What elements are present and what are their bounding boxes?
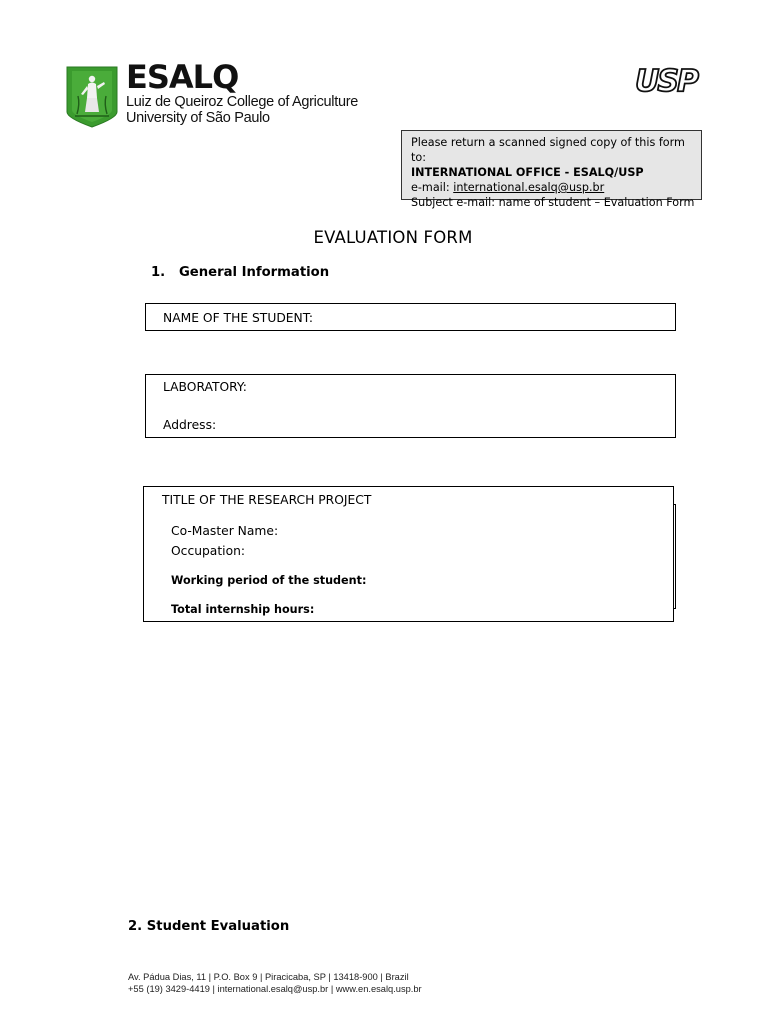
logo-acronym: ESALQ xyxy=(126,58,239,96)
form-title: EVALUATION FORM xyxy=(313,228,473,247)
occupation-label: Occupation: xyxy=(171,544,246,558)
return-instructions-line: Please return a scanned signed copy of this form to: xyxy=(411,136,685,164)
usp-logo-text: USP xyxy=(635,64,697,96)
email-subject-line: Subject e-mail: name of student – Evaluation Form xyxy=(411,196,695,209)
return-instructions-box xyxy=(401,130,702,209)
esalq-shield-logo xyxy=(66,66,118,128)
email-line xyxy=(411,180,701,195)
esalq-wordmark xyxy=(126,60,358,126)
footer-line-contact: +55 (19) 3429-4419 | international.esalq@usp.br | www.en.esalq.usp.br xyxy=(128,983,422,994)
footer-address xyxy=(128,972,422,995)
laboratory-label: LABORATORY: xyxy=(163,380,247,394)
email-label: e-mail: xyxy=(411,181,454,194)
student-name-label: NAME OF THE STUDENT: xyxy=(163,311,314,325)
logo-line-university: University of São Paulo xyxy=(126,110,270,126)
address-label: Address: xyxy=(163,418,217,432)
research-project-label: TITLE OF THE RESEARCH PROJECT xyxy=(162,493,372,507)
section-2-heading: 2. Student Evaluation xyxy=(128,919,290,934)
internship-hours-label: Total internship hours: xyxy=(171,603,315,616)
logo-line-college: Luiz de Queiroz College of Agriculture xyxy=(126,94,359,110)
section-1-title: General Information xyxy=(178,265,330,280)
section-1-heading xyxy=(151,265,329,280)
usp-logo xyxy=(628,64,704,96)
working-period-label: Working period of the student: xyxy=(171,574,367,587)
co-master-label: Co-Master Name: xyxy=(171,524,279,538)
email-link[interactable]: international.esalq@usp.br xyxy=(453,181,605,194)
footer-line-address: Av. Pádua Dias, 11 | P.O. Box 9 | Piracicaba, SP | 13418-900 | Brazil xyxy=(128,972,409,982)
international-office-line: INTERNATIONAL OFFICE - ESALQ/USP xyxy=(411,166,644,179)
section-1-number: 1. xyxy=(151,265,166,280)
